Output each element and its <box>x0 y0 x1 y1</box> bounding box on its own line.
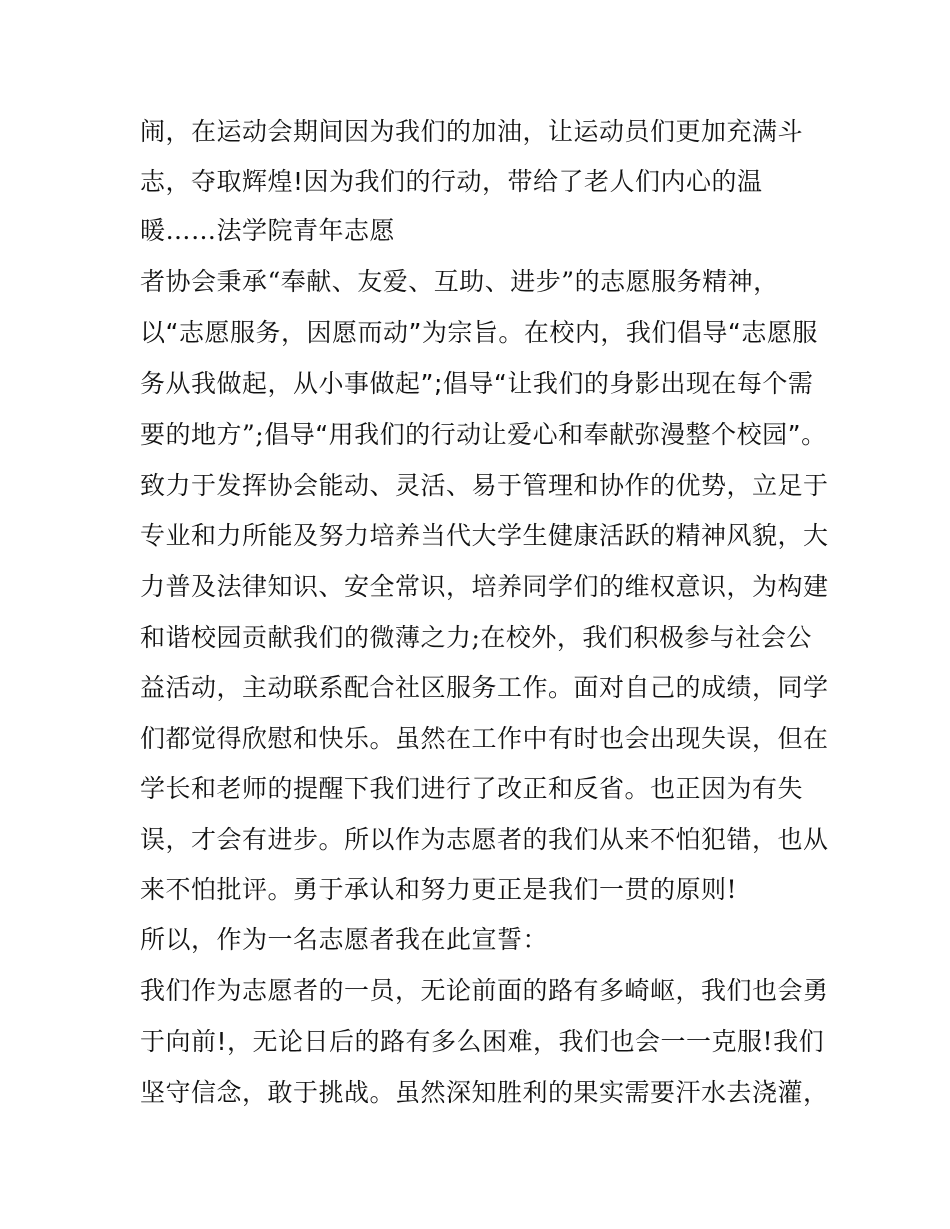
text-line-7-part-2: “用我们的行动让爱心和奉献弥漫整个校园”。 <box>315 420 827 449</box>
text-line-19-part-1: 于向前! <box>140 1027 228 1056</box>
text-line-16: 来不怕批评。勇于承认和努力更正是我们一贯的原则! <box>140 875 738 904</box>
text-line-11: 和谐校园贡献我们的微薄之力;在校外，我们积极参与社会公 <box>140 623 812 652</box>
text-line-13: 们都觉得欣慰和快乐。虽然在工作中有时也会出现失误，但在 <box>140 724 829 753</box>
text-line-12: 益活动，主动联系配合社区服务工作。面对自己的成绩，同学 <box>140 673 829 702</box>
text-line-18: 我们作为志愿者的一员，无论前面的路有多崎岖，我们也会勇 <box>140 976 829 1005</box>
text-line-20: 坚守信念，敢于挑战。虽然深知胜利的果实需要汗水去浇灌， <box>140 1078 829 1107</box>
text-line-4: 者协会秉承“奉献、友爱、互助、进步”的志愿服务精神， <box>140 267 779 296</box>
text-line-14: 学长和老师的提醒下我们进行了改正和反省。也正因为有失 <box>140 774 804 803</box>
text-line-7 <box>140 420 827 451</box>
text-line-5: 以“志愿服务，因愿而动”为宗旨。在校内，我们倡导“志愿服 <box>140 318 818 347</box>
text-line-10: 力普及法律知识、安全常识，培养同学们的维权意识，为构建 <box>140 572 829 601</box>
text-line-7-part-1: 要的地方”;倡导 <box>140 420 316 449</box>
text-line-19 <box>140 1027 824 1058</box>
text-line-9: 专业和力所能及努力培养当代大学生健康活跃的精神风貌，大 <box>140 521 829 550</box>
text-line-2: 志，夺取辉煌!因为我们的行动，带给了老人们内心的温 <box>140 167 763 196</box>
text-line-6: 务从我做起，从小事做起”;倡导“让我们的身影出现在每个需 <box>140 369 814 398</box>
text-line-19-part-2: ，无论日后的路有多么困难，我们也会一一克服!我们 <box>227 1027 825 1056</box>
text-line-15: 误，才会有进步。所以作为志愿者的我们从来不怕犯错，也从 <box>140 825 829 854</box>
text-line-1: 闹，在运动会期间因为我们的加油，让运动员们更加充满斗 <box>140 117 804 146</box>
text-line-3: 暖……法学院青年志愿 <box>140 216 396 245</box>
text-line-8: 致力于发挥协会能动、灵活、易于管理和协作的优势，立足于 <box>140 471 829 500</box>
text-line-17: 所以，作为一名志愿者我在此宣誓： <box>140 925 549 954</box>
